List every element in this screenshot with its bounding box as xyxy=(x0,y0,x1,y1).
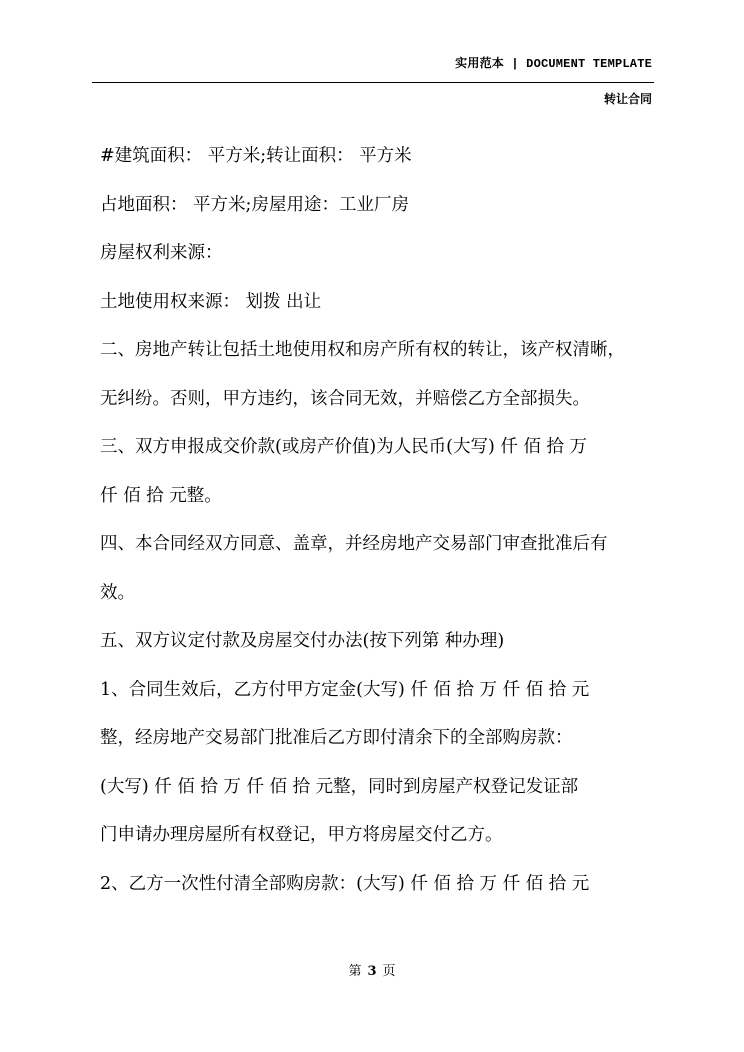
body-line: 门申请办理房屋所有权登记，甲方将房屋交付乙方。 xyxy=(100,825,503,845)
contract-body xyxy=(100,140,660,916)
body-line: 三、双方申报成交价款(或房产价值)为人民币(大写) 仟 佰 拾 万 xyxy=(100,437,588,457)
body-line: #建筑面积： 平方米;转让面积： 平方米 xyxy=(100,146,412,166)
body-line: 1、合同生效后，乙方付甲方定金(大写) 仟 佰 拾 万 仟 佰 拾 元 xyxy=(100,679,590,700)
body-line: 四、本合同经双方同意、盖章，并经房地产交易部门审查批准后有 xyxy=(100,534,608,554)
header-divider xyxy=(92,82,654,83)
page-footer xyxy=(0,960,744,979)
header-title: 实用范本 | DOCUMENT TEMPLATE xyxy=(455,57,652,71)
header-subtitle: 转让合同 xyxy=(603,92,652,106)
body-line: (大写) 仟 佰 拾 万 仟 佰 拾 元整，同时到房屋产权登记发证部 xyxy=(100,776,579,797)
page-number: 3 xyxy=(367,964,377,979)
body-line: 土地使用权来源： 划拨 出让 xyxy=(100,291,322,312)
body-line: 整，经房地产交易部门批准后乙方即付清余下的全部购房款： xyxy=(100,728,573,748)
page-label-suffix: 页 xyxy=(382,964,396,979)
body-line: 五、双方议定付款及房屋交付办法(按下列第 种办理) xyxy=(100,631,505,651)
body-line: 二、房地产转让包括土地使用权和房产所有权的转让，该产权清晰， xyxy=(100,340,625,360)
body-line: 效。 xyxy=(100,582,135,603)
page-label-prefix: 第 xyxy=(348,964,362,979)
body-line: 无纠纷。否则，甲方违约，该合同无效，并赔偿乙方全部损失。 xyxy=(100,388,590,409)
body-line: 2、乙方一次性付清全部购房款：(大写) 仟 佰 拾 万 仟 佰 拾 元 xyxy=(100,873,590,894)
body-line: 占地面积： 平方米;房屋用途：工业厂房 xyxy=(100,194,409,215)
body-line: 房屋权利来源： xyxy=(100,243,223,263)
body-line: 仟 佰 拾 元整。 xyxy=(100,485,222,506)
